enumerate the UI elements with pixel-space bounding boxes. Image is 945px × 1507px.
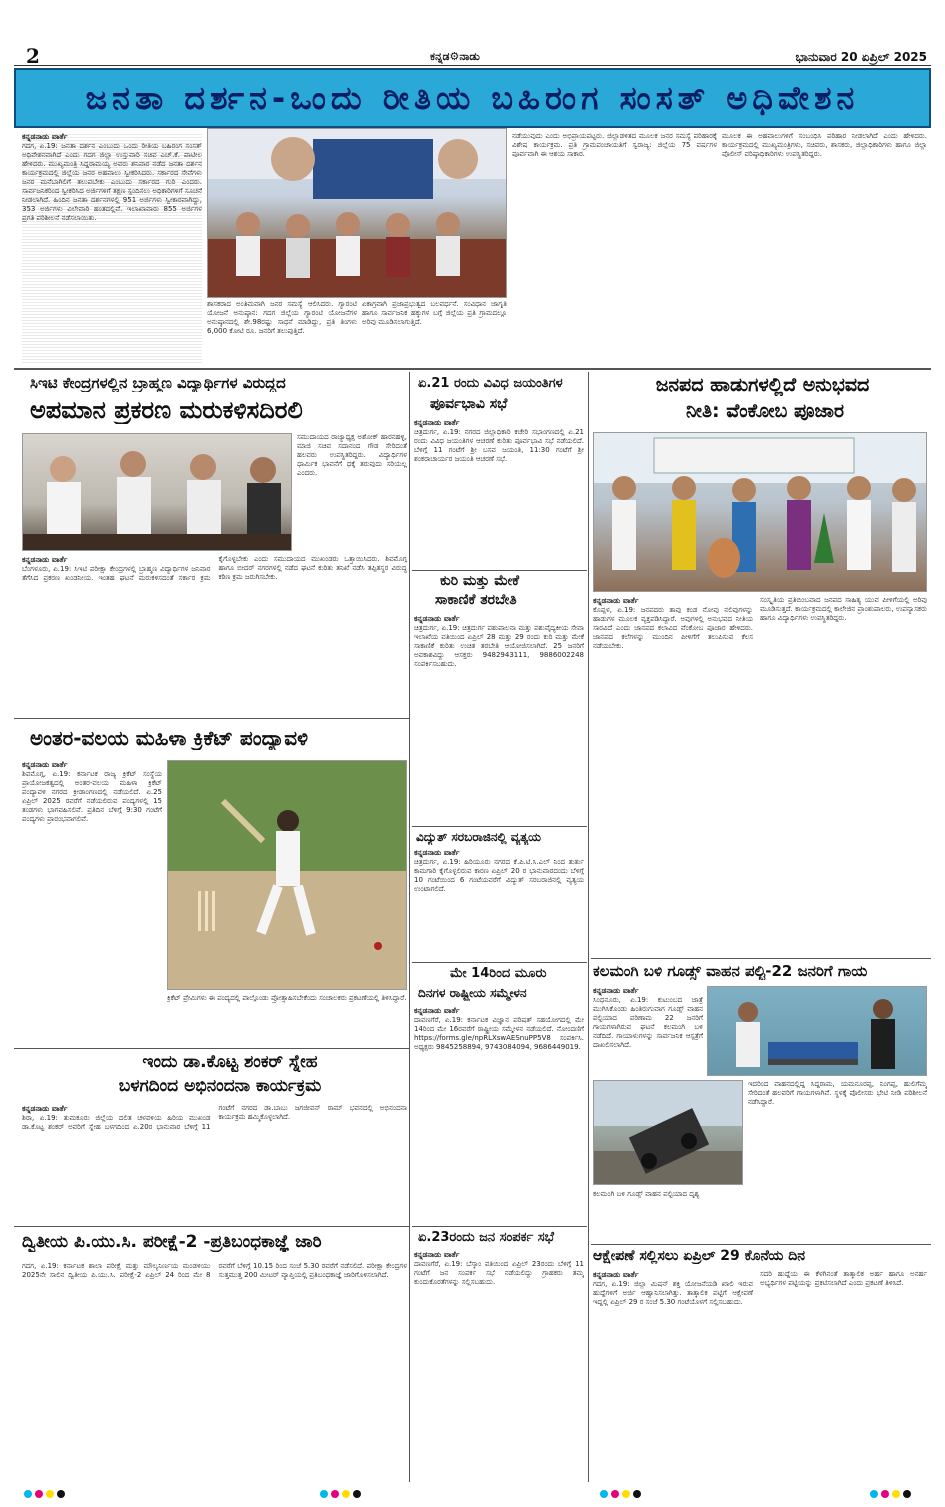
story10-headline-line1: ಜನಪದ ಹಾಡುಗಳಲ್ಲಿದೆ ಅನುಭವದ	[655, 374, 870, 396]
story6-byline: ಕನ್ನಡನಾಡು ವಾರ್ತೆ	[414, 614, 460, 623]
divider	[14, 718, 409, 719]
story12-text: ಗದಗ, ಏ.19: ಜಿಲ್ಲಾ ಮಿಷನ್ ಶಕ್ತಿ ಯೋಜನೆಯಡಿ ಖಾಲಿ ಇರುವ ಹುದ್ದೆಗಳಿಗೆ ಅರ್ಜಿ ಆಹ್ವಾನಿಸಲಾಗಿತ್ತು. ತಾತ್ಕಾಲಿಕ ಪಟ್ಟಿಗೆ ಆಕ್ಷೇಪಣೆ ಇದ್ದಲ್ಲಿ ಏಪ್ರಿಲ್ 29 ರ ಸಂಜೆ 5.30 ಗಂಟೆಯೊಳಗೆ ಸಲ್ಲಿಸಬಹುದು.	[593, 1280, 753, 1306]
divider	[412, 826, 587, 827]
story10-byline: ಕನ್ನಡನಾಡು ವಾರ್ತೆ	[593, 596, 639, 605]
story1-side-column	[297, 433, 407, 551]
lead-photo-graphic	[208, 129, 507, 298]
section-divider	[14, 368, 931, 370]
story6-body	[414, 614, 584, 824]
registration-marks-center	[320, 1490, 364, 1501]
lead-banner	[14, 68, 931, 128]
hospital-photo-graphic	[708, 987, 927, 1076]
registration-marks-center-right	[600, 1490, 644, 1501]
story1-side-text: ಸಮುದಾಯದ ರಾಜ್ಯಾಧ್ಯಕ್ಷ ಅಶೋಕ್ ಹಾರನಹಳ್ಳಿ, ಮಾಜಿ ಸಚಿವ ಸದಾನಂದ ಗೌಡ ಸೇರಿದಂತೆ ಹಲವರು ಉಪಸ್ಥಿತರಿದ್ದರು. ವಿದ್ಯಾರ್ಥಿಗಳ ಧಾರ್ಮಿಕ ಭಾವನೆಗೆ ಧಕ್ಕೆ ತರುವುದು ಸರಿಯಲ್ಲ ಎಂದರು.	[297, 433, 407, 477]
story11-caption: ಕಲಮಂಗಿ ಬಳಿ ಗೂಡ್ಸ್ ವಾಹನ ಪಲ್ಟಿಯಾದ ದೃಶ್ಯ	[593, 1190, 700, 1198]
lead-text-3: ಏಕಾಗ್ರವಾಗಿ ಪ್ರಜಾಪ್ರಭುತ್ವದ ಬಲವರ್ಧನೆ. ಸಂವಿಧಾನ ಜಾಗೃತಿ ಹಾಗೂ ಸಾರ್ವಜನಿಕ ಹಕ್ಕುಗಳ ಬಗ್ಗೆ ಜಿಲ್ಲೆಯ ಪ್ರತಿ ಗ್ರಾಮದಲ್ಲೂ ಅರಿವು ಮೂಡಿಸಲಾಗುತ್ತಿದೆ.	[362, 300, 507, 326]
lead-column-3	[362, 300, 507, 364]
story4-body	[22, 1262, 407, 1482]
story3-headline-line2: ಬಳಗದಿಂದ ಅಭಿನಂದನಾ ಕಾರ್ಯಕ್ರಮ	[118, 1076, 322, 1096]
story10-photo	[593, 432, 927, 592]
story8-byline: ಕನ್ನಡನಾಡು ವಾರ್ತೆ	[414, 1006, 460, 1015]
story3-headline-line1: ಇಂದು ಡಾ.ಕೊಟ್ಟ ಶಂಕರ್ ಸ್ನೇಹ	[142, 1052, 318, 1072]
story11-byline: ಕನ್ನಡನಾಡು ವಾರ್ತೆ	[593, 986, 639, 995]
story1-byline: ಕನ್ನಡನಾಡು ವಾರ್ತೆ	[22, 555, 68, 564]
lead-text-2: ಶಾಸಕರಾದ ಅಂತಿಮವಾಗಿ ಜನರ ಸಮಸ್ಯೆ ಆಲಿಸಿದರು. ಗ್ಯಾರಂಟಿ ಯೋಜನೆ ಅನುಷ್ಠಾನ: ಗದಗ ಜಿಲ್ಲೆಯ ಗ್ಯಾರಂಟಿ ಯೋಜನೆಗಳ ಅನುಷ್ಠಾನದಲ್ಲಿ ಶೇ.98ರಷ್ಟು ಸಾಧನೆ ಮಾಡಿದ್ದು, ಪ್ರತಿ ತಿಂಗಳು 6,000 ಕೋಟಿ ರೂ. ಜನರಿಗೆ ತಲುಪುತ್ತಿದೆ.	[207, 300, 357, 335]
cricket-photo-graphic	[168, 761, 407, 990]
story11-text: ಸಿಂಧನೂರು, ಏ.19: ಕುಟುಂಬದ ಜಾತ್ರೆ ಮುಗಿಸಿಕೊಂಡು ಹಿಂತಿರುಗುವಾಗ ಗೂಡ್ಸ್ ವಾಹನ ಪಲ್ಟಿಯಾದ ಪರಿಣಾಮ 22 ಜನರಿಗೆ ಗಾಯಗಳಾಗಿರುವ ಘಟನೆ ಕಲಮಂಗಿ ಬಳಿ ನಡೆದಿದೆ. ಗಾಯಾಳುಗಳನ್ನು ಸಾರ್ವಜನಿಕ ಆಸ್ಪತ್ರೆಗೆ ದಾಖಲಿಸಲಾಗಿದೆ.	[593, 996, 703, 1049]
lead-photo	[207, 128, 507, 298]
story1-photo	[22, 433, 292, 551]
divider	[412, 1226, 587, 1227]
divider	[412, 570, 587, 571]
story12-side-text: ಸದರಿ ಹುದ್ದೆಯ ಈ ಕೆಳಗಿನಂತೆ ತಾತ್ಕಾಲಿಕ ಅರ್ಹ ಹಾಗೂ ಅನರ್ಹ ಅಭ್ಯರ್ಥಿಗಳ ಪಟ್ಟಿಯನ್ನು ಪ್ರಕಟಿಸಲಾಗಿದೆ ಎಂದು ಪ್ರಕಟಣೆ ತಿಳಿಸಿದೆ.	[760, 1270, 927, 1287]
page-number: 2	[26, 44, 40, 68]
story5-byline: ಕನ್ನಡನಾಡು ವಾರ್ತೆ	[414, 418, 460, 427]
lead-column-1	[22, 132, 202, 364]
story7-body	[414, 848, 584, 960]
story11-headline: ಕಲಮಂಗಿ ಬಳಿ ಗೂಡ್ಸ್ ವಾಹನ ಪಲ್ಟಿ-22 ಜನರಿಗೆ ಗಾಯ	[593, 962, 868, 980]
story3-byline: ಕನ್ನಡನಾಡು ವಾರ್ತೆ	[22, 1104, 68, 1113]
story10-side-text: ಸಂಸ್ಕೃತಿಯ ಪ್ರತಿಬಿಂಬವಾದ ಜನಪದ ಸಾಹಿತ್ಯ ಯುವ ಪೀಳಿಗೆಯಲ್ಲಿ ಅರಿವು ಮೂಡಿಸುತ್ತದೆ. ಕಾರ್ಯಕ್ರಮದಲ್ಲಿ ಕಾಲೇಜಿನ ಪ್ರಾಂಶುಪಾಲರು, ಉಪನ್ಯಾಸಕರು ಹಾಗೂ ವಿದ್ಯಾರ್ಥಿಗಳು ಉಪಸ್ಥಿತರಿದ್ದರು.	[760, 596, 927, 622]
story8-text: ದಾವಣಗೆರೆ, ಏ.19: ಕರ್ನಾಟಕ ವಿಜ್ಞಾನ ಪರಿಷತ್ ಸಹಯೋಗದಲ್ಲಿ ಮೇ 14ರಿಂದ ಮೇ 16ರವರೆಗೆ ರಾಷ್ಟ್ರೀಯ ಸಮ್ಮೇಳನ ನಡೆಯಲಿದೆ. ನೋಂದಣಿಗೆ https://forms.gle/npRLXswAESnuPP5V8 ಸಂಪರ್ಕಿಸಿ. ಅಧ್ಯಕ್ಷರು 9845258894, 9743084094, 9686449019.	[414, 1016, 584, 1051]
paper-name: ಕನ್ನಡ⚙ನಾಡು	[430, 50, 480, 63]
divider	[591, 958, 931, 959]
story4-text: ಗದಗ, ಏ.19: ಕರ್ನಾಟಕ ಶಾಲಾ ಪರೀಕ್ಷೆ ಮತ್ತು ಮೌಲ್ಯನಿರ್ಣಯ ಮಂಡಳಿಯು 2025ನೇ ಸಾಲಿನ ದ್ವಿತೀಯ ಪಿ.ಯು.ಸಿ. ಪರೀಕ್ಷೆ-2 ಏಪ್ರಿಲ್ 24 ರಿಂದ ಮೇ 8 ರವರೆಗೆ ಬೆಳಿಗ್ಗೆ 10.15 ರಿಂದ ಸಂಜೆ 5.30 ರವರೆಗೆ ನಡೆಸಲಿದೆ. ಪರೀಕ್ಷಾ ಕೇಂದ್ರಗಳ ಸುತ್ತಮುತ್ತ 200 ಮೀಟರ್ ವ್ಯಾಪ್ತಿಯಲ್ಲಿ ಪ್ರತಿಬಂಧಕಾಜ್ಞೆ ಜಾರಿಗೊಳಿಸಲಾಗಿದೆ.	[22, 1262, 407, 1279]
story9-headline: ಏ.23ರಂದು ಜನ ಸಂಪರ್ಕ ಸಭೆ	[418, 1230, 555, 1245]
column-rule	[588, 372, 589, 1482]
story11-side-text: ಇದರಿಂದ ವಾಹನದಲ್ಲಿದ್ದ ಸಿದ್ದರಾಮ, ಯಮನೂರಪ್ಪ, ನಿಂಗಪ್ಪ, ಹುಲಿಗೆಮ್ಮ ಸೇರಿದಂತೆ ಹಲವರಿಗೆ ಗಾಯಗಳಾಗಿವೆ. ಸ್ಥಳಕ್ಕೆ ಪೊಲೀಸರು ಭೇಟಿ ನೀಡಿ ಪರಿಶೀಲನೆ ನಡೆಸಿದ್ದಾರೆ.	[748, 1080, 927, 1106]
story1-body	[22, 555, 407, 715]
story2-headline: ಅಂತರ-ವಲಯ ಮಹಿಳಾ ಕ್ರಿಕೆಟ್ ಪಂದ್ಯಾವಳಿ	[30, 726, 309, 750]
lead-column-5	[722, 132, 927, 364]
divider	[412, 962, 587, 963]
story11-accident-photo	[593, 1080, 743, 1185]
story5-body	[414, 418, 584, 568]
lead-text-1: ಗದಗ, ಏ.19: ಜನತಾ ದರ್ಶನ ಎಂಬುದು ಒಂದು ರೀತಿಯ ಬಹಿರಂಗ ಸಂಸತ್ ಅಧಿವೇಶನವಾಗಿದೆ ಎಂದು ಗದಗ ಜಿಲ್ಲಾ ಉಸ್ತುವಾರಿ ಸಚಿವ ಎಚ್.ಕೆ. ಪಾಟೀಲ ಹೇಳಿದರು. ಮುಖ್ಯಮಂತ್ರಿ ಸಿದ್ದರಾಮಯ್ಯ ಅವರು ಶನಿವಾರ ನಡೆದ ಜನತಾ ದರ್ಶನ ಕಾರ್ಯಕ್ರಮದಲ್ಲಿ ಜಿಲ್ಲೆಯ ಜನರ ಅಹವಾಲು ಸ್ವೀಕರಿಸಿದರು. ಸರ್ಕಾರದ ಸೇವೆಗಳು ಜನರ ಮನೆಬಾಗಿಲಿಗೆ ತಲುಪಬೇಕು ಎಂಬುದು ಸರ್ಕಾರದ ಗುರಿ ಎಂದರು. ಸಾರ್ವಜನಿಕರಿಂದ ಸ್ವೀಕರಿಸಿದ ಅರ್ಜಿಗಳಿಗೆ ತಕ್ಷಣ ಸ್ಪಂದಿಸಲು ಅಧಿಕಾರಿಗಳಿಗೆ ಸೂಚನೆ ನೀಡಲಾಗಿದೆ. ಹಿಂದಿನ ಜನತಾ ದರ್ಶನಗಳಲ್ಲಿ 951 ಅರ್ಜಿಗಳು ಸ್ವೀಕಾರವಾಗಿದ್ದು, 353 ಅರ್ಜಿಗಳು ವಿಲೇವಾರಿ ಹಂತದಲ್ಲಿವೆ. ಇಲಾಖಾವಾರು 855 ಅರ್ಜಿಗಳ ಪ್ರಗತಿ ಪರಿಶೀಲನೆ ನಡೆಸಲಾಯಿತು.	[22, 142, 202, 222]
story6-headline-line1: ಕುರಿ ಮತ್ತು ಮೇಕೆ	[440, 573, 520, 589]
story10-side-column	[760, 596, 927, 956]
story7-text: ಚಿತ್ರದುರ್ಗ, ಏ.19: ಹಿರಿಯೂರು ನಗರದ ಕೆ.ಪಿ.ಟಿ.ಸಿ.ಎಲ್ ನಿಂದ ತುರ್ತು ಕಾಮಗಾರಿ ಕೈಗೊಳ್ಳಲಿರುವ ಕಾರಣ ಏಪ್ರಿಲ್ 20 ರ ಭಾನುವಾರದಂದು ಬೆಳಿಗ್ಗೆ 10 ಗಂಟೆಯಿಂದ 6 ಗಂಟೆಯವರೆಗೆ ವಿದ್ಯುತ್ ಸರಬರಾಜಿನಲ್ಲಿ ವ್ಯತ್ಯಯ ಉಂಟಾಗಲಿದೆ.	[414, 858, 584, 893]
lead-column-2	[207, 300, 357, 364]
story11-hospital-photo	[707, 986, 927, 1076]
lead-headline: ಜನತಾ ದರ್ಶನ-ಒಂದು ರೀತಿಯ ಬಹಿರಂಗ ಸಂಸತ್ ಅಧಿವೇಶನ	[85, 78, 860, 117]
story11-side-column	[748, 1080, 927, 1240]
story5-headline-line1: ಏ.21 ರಂದು ವಿವಿಧ ಜಯಂತಿಗಳ	[418, 376, 563, 391]
overturned-vehicle-graphic	[594, 1081, 743, 1185]
story2-caption: ಕ್ರಿಕೆಟ್ ಪ್ರೇಮಿಗಳು ಈ ಪಂದ್ಯದಲ್ಲಿ ಪಾಲ್ಗೊಂಡು ಪ್ರೋತ್ಸಾಹಿಸಬೇಕೆಂದು ಸಂಚಾಲಕರು ಪ್ರಕಟಣೆಯಲ್ಲಿ ತಿಳಿಸಿದ್ದಾರೆ.	[167, 994, 407, 1002]
lead-text-5: ಮೂಲಕ ಈ ಅಹವಾಲುಗಳಿಗೆ ಸಂಬಂಧಿಸಿ ಪರಿಹಾರ ನೀಡಲಾಗಿದೆ ಎಂದು ಹೇಳಿದರು. ಕಾರ್ಯಕ್ರಮದಲ್ಲಿ ಮುಖ್ಯಮಂತ್ರಿಗಳು, ಸಚಿವರು, ಶಾಸಕರು, ಜಿಲ್ಲಾಧಿಕಾರಿಗಳು ಹಾಗೂ ಜಿಲ್ಲಾ ಪೊಲೀಸ್ ವರಿಷ್ಠಾಧಿಕಾರಿಗಳು ಉಪಸ್ಥಿತರಿದ್ದರು.	[722, 132, 927, 158]
story5-headline-line2: ಪೂರ್ವಭಾವಿ ಸಭೆ	[430, 396, 508, 412]
story7-byline: ಕನ್ನಡನಾಡು ವಾರ್ತೆ	[414, 848, 460, 857]
story2-text: ಶಿವಮೊಗ್ಗ, ಏ.19: ಕರ್ನಾಟಕ ರಾಜ್ಯ ಕ್ರಿಕೆಟ್ ಸಂಸ್ಥೆಯ ಪ್ರಾಯೋಜಕತ್ವದಲ್ಲಿ ಅಂತರ-ವಲಯ ಮಹಿಳಾ ಕ್ರಿಕೆಟ್ ಪಂದ್ಯಾವಳಿ ನಗರದ ಕ್ರೀಡಾಂಗಣದಲ್ಲಿ ನಡೆಯಲಿದೆ. ಏ.25 ಏಪ್ರಿಲ್ 2025 ರವರೆಗೆ ನಡೆಯಲಿರುವ ಪಂದ್ಯಗಳಲ್ಲಿ 15 ತಂಡಗಳು ಭಾಗವಹಿಸಲಿವೆ. ಪ್ರತಿದಿನ ಬೆಳಿಗ್ಗೆ 9:30 ಗಂಟೆಗೆ ಪಂದ್ಯಗಳು ಪ್ರಾರಂಭವಾಗಲಿವೆ.	[22, 770, 162, 823]
story12-body	[593, 1270, 753, 1482]
divider	[14, 1226, 409, 1227]
divider	[591, 1244, 931, 1245]
registration-marks-right	[870, 1490, 914, 1501]
story1-kicker: ಸಿಇಟಿ ಕೇಂದ್ರಗಳಲ್ಲಿನ ಬ್ರಾಹ್ಮಣ ವಿದ್ಯಾರ್ಥಿಗಳ ವಿರುದ್ಧದ	[30, 374, 286, 392]
story3-body	[22, 1104, 407, 1222]
dateline: ಭಾನುವಾರ 20 ಏಪ್ರಿಲ್ 2025	[795, 50, 927, 64]
story9-body	[414, 1250, 584, 1480]
story2-body	[22, 760, 162, 1045]
story2-photo	[167, 760, 407, 990]
divider	[14, 1048, 409, 1049]
folk-event-photo-graphic	[594, 433, 927, 592]
story6-text: ಚಿತ್ರದುರ್ಗ, ಏ.19: ಚಿತ್ರದುರ್ಗ ಪಶುಪಾಲನಾ ಮತ್ತು ಪಶುವೈದ್ಯಕೀಯ ಸೇವಾ ಇಲಾಖೆಯ ವತಿಯಿಂದ ಏಪ್ರಿಲ್ 28 ಮತ್ತು 29 ರಂದು ಕುರಿ ಮತ್ತು ಮೇಕೆ ಸಾಕಾಣಿಕೆ ಕುರಿತು ಉಚಿತ ತರಬೇತಿ ಆಯೋಜಿಸಲಾಗಿದೆ. 25 ಜನರಿಗೆ ಅವಕಾಶವಿದ್ದು ಆಸಕ್ತರು 9482943111, 9886002248 ಸಂಪರ್ಕಿಸಬಹುದು.	[414, 624, 584, 668]
column-rule	[409, 372, 410, 1482]
story5-text: ಚಿತ್ರದುರ್ಗ, ಏ.19: ನಗರದ ಜಿಲ್ಲಾಧಿಕಾರಿ ಕಚೇರಿ ಸಭಾಂಗಣದಲ್ಲಿ ಏ.21 ರಂದು ವಿವಿಧ ಜಯಂತಿಗಳ ಆಚರಣೆ ಕುರಿತು ಪೂರ್ವಭಾವಿ ಸಭೆ ನಡೆಯಲಿದೆ. ಬೆಳಿಗ್ಗೆ 11 ಗಂಟೆಗೆ ಶ್ರೀ ಬಸವ ಜಯಂತಿ, 11:30 ಗಂಟೆಗೆ ಶ್ರೀ ಶಂಕರಾಚಾರ್ಯರ ಜಯಂತಿ ಆಚರಣೆ ಸಭೆ.	[414, 428, 584, 463]
lead-text-4: ನಡೆಯುವುದು ಎಂದು ಅಭಿಪ್ರಾಯಪಟ್ಟರು. ಜಿಲ್ಲಾಡಳಿತದ ಮೂಲಕ ಜನರ ಸಮಸ್ಯೆ ಪರಿಹಾರಕ್ಕೆ ವಿಶೇಷ ಕಾರ್ಯಕ್ರಮ. ಪ್ರತಿ ಗ್ರಾಮಪಂಚಾಯತಿಗೆ ಸ್ವರಾಜ್ಯ: ಜಿಲ್ಲೆಯ 75 ವರ್ಷಗಳ ಪೂರ್ವವಾಗಿ ಈ ಆಶಯ ಸಾಕಾರ.	[512, 132, 717, 158]
story12-byline: ಕನ್ನಡನಾಡು ವಾರ್ತೆ	[593, 1270, 639, 1279]
story2-byline: ಕನ್ನಡನಾಡು ವಾರ್ತೆ	[22, 760, 68, 769]
story6-headline-line2: ಸಾಕಾಣಿಕೆ ತರಬೇತಿ	[435, 592, 517, 608]
story11-body	[593, 986, 703, 1076]
story10-headline-line2: ನೀತಿ: ವೆಂಕೋಬ ಪೂಜಾರ	[685, 400, 845, 422]
story12-side-column	[760, 1270, 927, 1482]
story9-text: ದಾವಣಗೆರೆ, ಏ.19: ಬೆಸ್ಕಾಂ ವತಿಯಿಂದ ಏಪ್ರಿಲ್ 23ರಂದು ಬೆಳಿಗ್ಗೆ 11 ಗಂಟೆಗೆ ಜನ ಸಂಪರ್ಕ ಸಭೆ ನಡೆಯಲಿದ್ದು ಗ್ರಾಹಕರು ತಮ್ಮ ಕುಂದುಕೊರತೆಗಳನ್ನು ಸಲ್ಲಿಸಬಹುದು.	[414, 1260, 584, 1286]
story7-headline: ವಿದ್ಯುತ್ ಸರಬರಾಜಿನಲ್ಲಿ ವ್ಯತ್ಯಯ	[416, 830, 542, 844]
story1-photo-graphic	[23, 434, 292, 551]
story12-headline: ಆಕ್ಷೇಪಣೆ ಸಲ್ಲಿಸಲು ಏಪ್ರಿಲ್ 29 ಕೊನೆಯ ದಿನ	[593, 1248, 806, 1264]
story8-headline-line2: ದಿನಗಳ ರಾಷ್ಟ್ರೀಯ ಸಮ್ಮೇಳನ	[418, 986, 527, 1000]
story3-text: ಶಿರಾ, ಏ.19: ತುಮಕೂರು ಜಿಲ್ಲೆಯ ದಲಿತ ಚಳವಳಿಯ ಹಿರಿಯ ಮುಖಂಡ ಡಾ.ಕೊಟ್ಟ ಶಂಕರ್ ಅವರಿಗೆ ಸ್ನೇಹ ಬಳಗದಿಂದ ಏ.20ರ ಭಾನುವಾರ ಬೆಳಿಗ್ಗೆ 11 ಗಂಟೆಗೆ ನಗರದ ಡಾ.ಬಾಬು ಜಗಜೀವನ್ ರಾಮ್ ಭವನದಲ್ಲಿ ಅಭಿನಂದನಾ ಕಾರ್ಯಕ್ರಮ ಹಮ್ಮಿಕೊಳ್ಳಲಾಗಿದೆ.	[22, 1104, 407, 1131]
story10-text: ಕೊಪ್ಪಳ, ಏ.19: ಜನಪದರು ತಾವು ಕಂಡ ನೋವು ನಲಿವುಗಳನ್ನು ಹಾಡುಗಳ ಮೂಲಕ ವ್ಯಕ್ತಪಡಿಸಿದ್ದಾರೆ. ಅವುಗಳಲ್ಲಿ ಅನುಭವದ ನೀತಿಯ ಸಾರವಿದೆ ಎಂದು ಜಾನಪದ ಕಲಾವಿದ ವೆಂಕೋಬ ಪೂಜಾರ ಹೇಳಿದರು. ಜಾನಪದ ಕಲೆಗಳನ್ನು ಮುಂದಿನ ಪೀಳಿಗೆಗೆ ತಲುಪಿಸುವ ಕೆಲಸ ನಡೆಯಬೇಕು.	[593, 606, 753, 650]
lead-column-4	[512, 132, 717, 364]
registration-marks-left	[24, 1490, 68, 1501]
story8-body	[414, 1006, 584, 1224]
story1-headline: ಅಪಮಾನ ಪ್ರಕರಣ ಮರುಕಳಿಸದಿರಲಿ	[30, 396, 303, 424]
story8-headline-line1: ಮೇ 14ರಿಂದ ಮೂರು	[450, 966, 547, 981]
story1-text: ಬೆಂಗಳೂರು, ಏ.19: ಸಿಇಟಿ ಪರೀಕ್ಷಾ ಕೇಂದ್ರಗಳಲ್ಲಿ ಬ್ರಾಹ್ಮಣ ವಿದ್ಯಾರ್ಥಿಗಳ ಜನಿವಾರ ತೆಗೆಸಿದ ಪ್ರಕರಣ ಖಂಡನೀಯ. ಇಂತಹ ಘಟನೆ ಮರುಕಳಿಸದಂತೆ ಸರ್ಕಾರ ಕ್ರಮ ಕೈಗೊಳ್ಳಬೇಕು ಎಂದು ಸಮುದಾಯದ ಮುಖಂಡರು ಒತ್ತಾಯಿಸಿದರು. ಶಿವಮೊಗ್ಗ ಹಾಗೂ ಬೀದರ್ ನಗರಗಳಲ್ಲಿ ನಡೆದ ಘಟನೆ ಕುರಿತು ತನಿಖೆ ನಡೆಸಿ ತಪ್ಪಿತಸ್ಥರ ವಿರುದ್ಧ ಕಠಿಣ ಕ್ರಮ ಜರುಗಿಸಬೇಕು.	[22, 555, 407, 582]
story4-headline: ದ್ವಿತೀಯ ಪಿ.ಯು.ಸಿ. ಪರೀಕ್ಷೆ-2 -ಪ್ರತಿಬಂಧಕಾಜ್ಞೆ ಜಾರಿ	[22, 1232, 322, 1252]
lead-byline: ಕನ್ನಡನಾಡು ವಾರ್ತೆ	[22, 132, 68, 141]
story10-body	[593, 596, 753, 956]
story9-byline: ಕನ್ನಡನಾಡು ವಾರ್ತೆ	[414, 1250, 460, 1259]
